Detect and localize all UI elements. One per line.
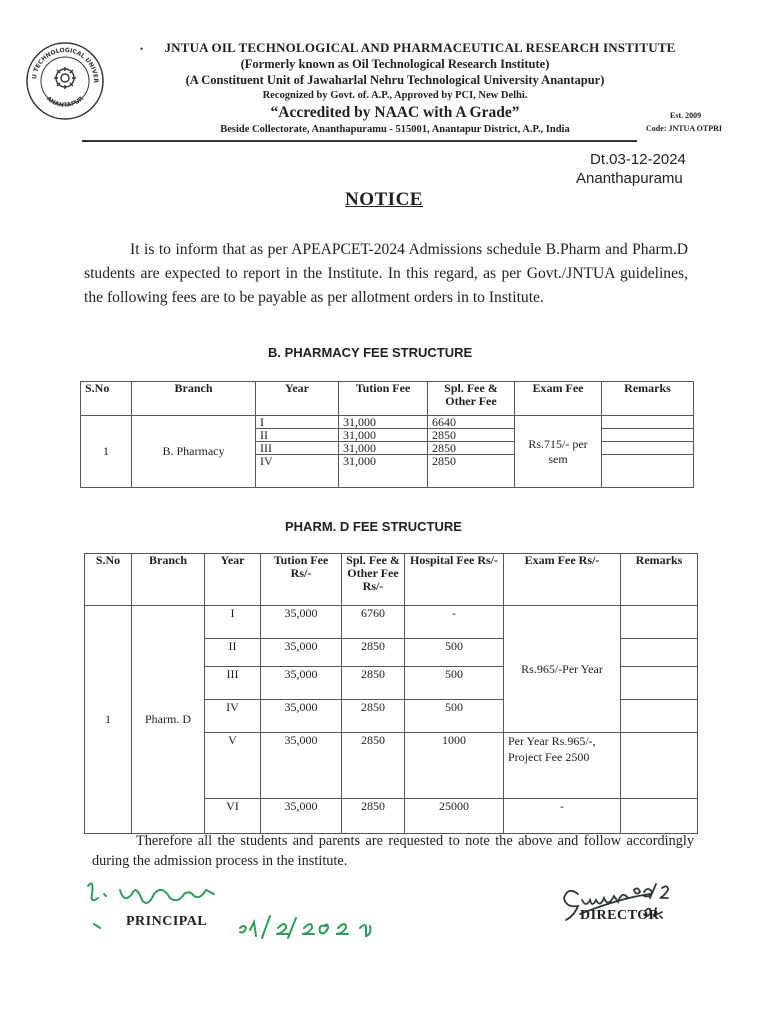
bpharm-fee-table	[80, 381, 694, 488]
header-exam-fee: Exam Fee Rs/-	[504, 554, 621, 606]
hospital-fee-cell: 25000	[405, 799, 504, 834]
exam-fee-cell: Per Year Rs.965/-, Project Fee 2500	[504, 733, 621, 799]
principal-signature	[80, 876, 400, 946]
hospital-fee-cell: 500	[405, 700, 504, 733]
header-sno: S.No	[85, 554, 132, 606]
table-header-row	[81, 382, 694, 416]
remarks-cell	[621, 667, 698, 700]
year-cell: V	[205, 733, 261, 799]
spl-fee-cell: 2850	[342, 733, 405, 799]
header-spl-fee: Spl. Fee & Other Fee Rs/-	[342, 554, 405, 606]
branch-cell: B. Pharmacy	[132, 416, 256, 488]
header-exam-fee: Exam Fee	[515, 382, 602, 416]
notice-body: It is to inform that as per APEAPCET-2024 Admissions schedule B.Pharm and Pharm.D students are expected to report in the Institute. In this regard, as per Govt./JNTUA guidelines, the following fees are to be payable as per allotment orders in to Institute.	[84, 241, 688, 307]
remarks-cell	[602, 429, 694, 442]
tuition-cell: 35,000	[261, 667, 342, 700]
table-row	[81, 416, 694, 429]
header-year: Year	[205, 554, 261, 606]
remarks-cell	[602, 455, 694, 488]
formerly-known: (Formerly known as Oil Technological Research Institute)	[240, 57, 550, 71]
spl-fee-cell: 6760	[342, 606, 405, 639]
sno-cell: 1	[81, 416, 132, 488]
established-year: Est. 2009	[670, 111, 702, 120]
exam-fee-cell: Rs.715/- per sem	[515, 416, 602, 488]
header-year: Year	[256, 382, 339, 416]
header-bullet: •	[140, 44, 144, 54]
header-divider	[82, 140, 637, 142]
exam-fee-cell: -	[504, 799, 621, 834]
header-sno: S.No	[81, 382, 132, 416]
constituent-unit: (A Constituent Unit of Jawaharlal Nehru Technological University Anantapur)	[185, 73, 605, 87]
tuition-cell: 31,000	[339, 442, 428, 455]
spl-fee-cell: 2850	[342, 700, 405, 733]
tuition-cell: 35,000	[261, 733, 342, 799]
bpharm-caption: B. PHARMACY FEE STRUCTURE	[268, 345, 473, 360]
year-cell: II	[256, 429, 339, 442]
remarks-cell	[621, 639, 698, 667]
notice-place: Ananthapuramu	[576, 170, 683, 187]
tuition-cell: 35,000	[261, 799, 342, 834]
spl-fee-cell: 2850	[342, 667, 405, 700]
header-branch: Branch	[132, 554, 205, 606]
notice-date: Dt.03-12-2024	[590, 151, 686, 168]
university-seal	[24, 40, 106, 122]
table-row	[85, 606, 698, 639]
year-cell: III	[205, 667, 261, 700]
recognition: Recognized by Govt. of. A.P., Approved by PCI, New Delhi.	[262, 90, 528, 101]
spl-fee-cell: 2850	[428, 429, 515, 442]
year-cell: II	[205, 639, 261, 667]
closing-paragraph: Therefore all the students and parents are requested to note the above and follow accordingly during the admission process in the institute.	[92, 833, 694, 869]
header-spl-fee: Spl. Fee & Other Fee	[428, 382, 515, 416]
hospital-fee-cell: 500	[405, 639, 504, 667]
year-cell: I	[205, 606, 261, 639]
header-tuition: Tution Fee	[339, 382, 428, 416]
pharmd-caption: PHARM. D FEE STRUCTURE	[285, 519, 462, 534]
remarks-cell	[621, 606, 698, 639]
branch-cell: Pharm. D	[132, 606, 205, 834]
principal-label: PRINCIPAL	[126, 914, 208, 929]
tuition-cell: 35,000	[261, 606, 342, 639]
svg-text:ANANTAPUR: ANANTAPUR	[44, 95, 86, 109]
year-cell: IV	[205, 700, 261, 733]
year-cell: I	[256, 416, 339, 429]
tuition-cell: 31,000	[339, 429, 428, 442]
header-branch: Branch	[132, 382, 256, 416]
remarks-cell	[621, 733, 698, 799]
notice-title: NOTICE	[345, 189, 423, 210]
tuition-cell: 35,000	[261, 700, 342, 733]
institute-name: JNTUA OIL TECHNOLOGICAL AND PHARMACEUTICAL RESEARCH INSTITUTE	[164, 40, 676, 55]
header-tuition: Tution Fee Rs/-	[261, 554, 342, 606]
year-cell: IV	[256, 455, 339, 488]
tuition-cell: 31,000	[339, 455, 428, 488]
spl-fee-cell: 2850	[428, 442, 515, 455]
tuition-cell: 35,000	[261, 639, 342, 667]
table-header-row	[85, 554, 698, 606]
sno-cell: 1	[85, 606, 132, 834]
spl-fee-cell: 2850	[428, 455, 515, 488]
remarks-cell	[621, 700, 698, 733]
director-label: DIRECTOR	[580, 908, 660, 923]
exam-fee-cell: Rs.965/-Per Year	[504, 606, 621, 733]
year-cell: VI	[205, 799, 261, 834]
header-remarks: Remarks	[602, 382, 694, 416]
header-hospital-fee: Hospital Fee Rs/-	[405, 554, 504, 606]
remarks-cell	[602, 416, 694, 429]
spl-fee-cell: 2850	[342, 799, 405, 834]
svg-text:NEHRU TECHNOLOGICAL UNIVERSITY: U TECHNOLOGICAL UNIVER	[31, 46, 100, 84]
accreditation: “Accredited by NAAC with A Grade”	[270, 104, 520, 121]
tuition-cell: 31,000	[339, 416, 428, 429]
remarks-cell	[621, 799, 698, 834]
address: Beside Collectorate, Ananthapuramu - 515001, Anantapur District, A.P., India	[220, 124, 570, 135]
pharmd-fee-table	[84, 553, 698, 834]
spl-fee-cell: 6640	[428, 416, 515, 429]
institute-code: Code: JNTUA OTPRI	[646, 124, 723, 133]
hospital-fee-cell: -	[405, 606, 504, 639]
remarks-cell	[602, 442, 694, 455]
hospital-fee-cell: 500	[405, 667, 504, 700]
spl-fee-cell: 2850	[342, 639, 405, 667]
header-remarks: Remarks	[621, 554, 698, 606]
year-cell: III	[256, 442, 339, 455]
hospital-fee-cell: 1000	[405, 733, 504, 799]
